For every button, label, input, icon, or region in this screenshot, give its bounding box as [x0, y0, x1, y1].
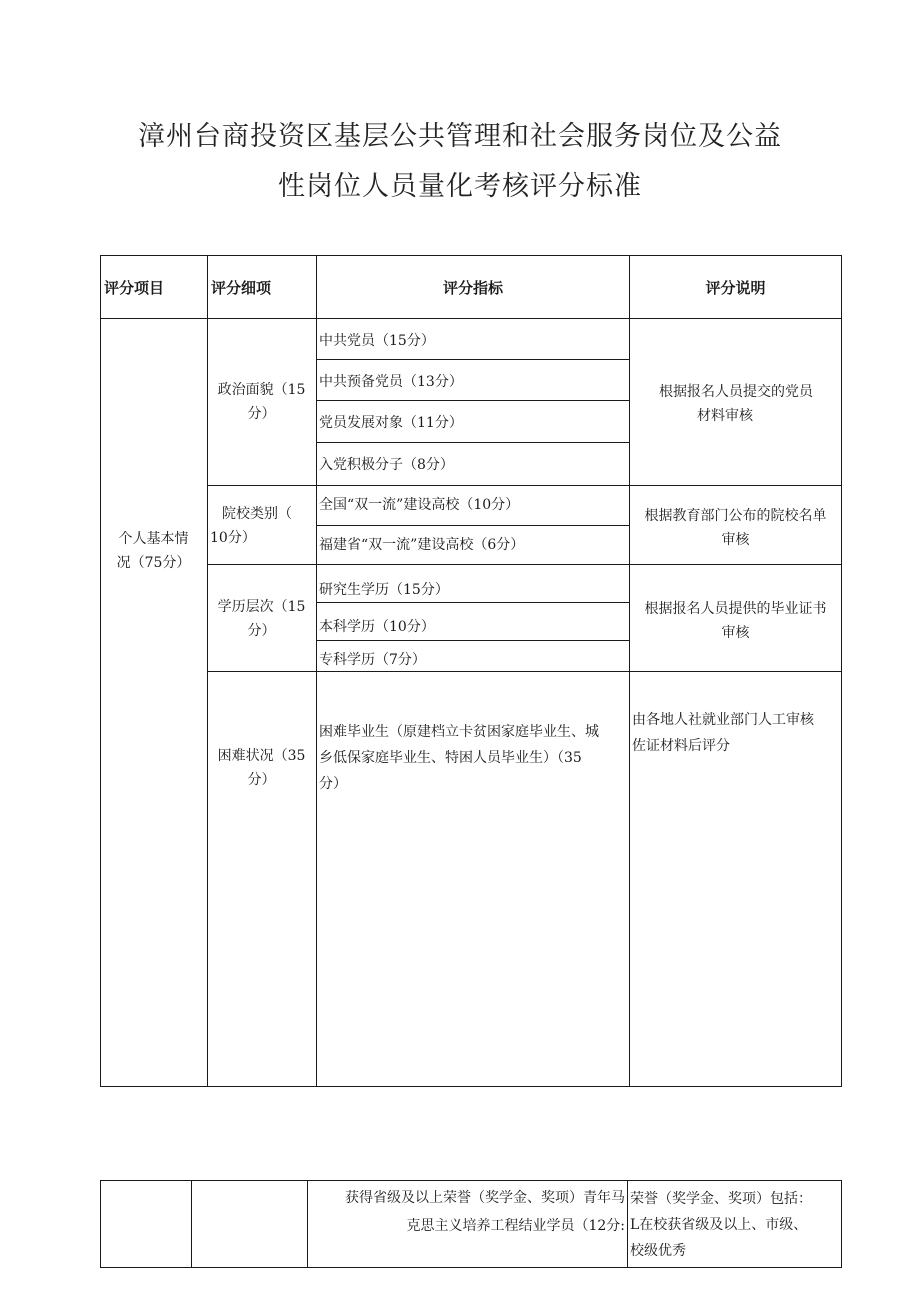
- table-border-left: [100, 255, 101, 1087]
- group-divider: [207, 485, 842, 486]
- table-border-bottom: [100, 1086, 842, 1087]
- explanation-line: 根据报名人员提交的党员: [659, 384, 813, 400]
- indicator-honors: [308, 1184, 627, 1240]
- explanation-political-status: [629, 380, 842, 428]
- detail-hardship: [207, 744, 316, 792]
- explanation-school-type: [629, 504, 842, 552]
- row-divider: [316, 525, 630, 526]
- detail-line: 10分）: [210, 530, 256, 546]
- indicator-item: 全国“双一流”建设高校（10分）: [319, 497, 520, 513]
- header-explanation: 评分说明: [705, 279, 766, 297]
- group-divider: [207, 564, 842, 565]
- column-divider: [191, 1180, 192, 1268]
- explanation-hardship: [632, 707, 842, 759]
- indicator-hardship: [319, 719, 629, 797]
- indicator-line: 分）: [319, 776, 347, 792]
- explanation-education-level: [629, 597, 842, 645]
- page-title-line-1: 漳州台商投资区基层公共管理和社会服务岗位及公益: [138, 121, 782, 152]
- table-border-top: [100, 1180, 842, 1181]
- indicator-item: 党员发展对象（11分）: [319, 415, 463, 431]
- explanation-honors: [630, 1186, 841, 1264]
- page-title-line-2: 性岗位人员量化考核评分标准: [278, 171, 642, 202]
- explanation-line: 由各地人社就业部门人工审核: [632, 712, 814, 728]
- indicator-line: 克思主义培养工程结业学员（12分:: [406, 1218, 625, 1234]
- detail-line: 院校类别（: [222, 506, 292, 522]
- row-divider: [316, 640, 630, 641]
- indicator-item: 研究生学历（15分）: [319, 582, 449, 598]
- header-indicator: 评分指标: [442, 279, 503, 297]
- group-divider: [207, 671, 842, 672]
- explanation-line: 校级优秀: [630, 1243, 686, 1259]
- detail-line: 政治面貌（15: [217, 382, 306, 398]
- detail-line: 学历层次（15: [217, 599, 306, 615]
- row-divider: [316, 442, 630, 443]
- detail-line: 分）: [247, 406, 276, 422]
- explanation-line: 审核: [721, 625, 750, 641]
- explanation-line: 审核: [721, 532, 750, 548]
- indicator-line: 乡低保家庭毕业生、特困人员毕业生）（35: [319, 750, 582, 766]
- section-name-line: 况（75分）: [116, 555, 191, 571]
- explanation-line: 材料审核: [697, 408, 753, 424]
- detail-political-status: [207, 378, 316, 426]
- column-divider: [627, 1180, 628, 1268]
- header-detail: 评分细项: [211, 279, 272, 297]
- table-border-bottom: [100, 1267, 842, 1268]
- explanation-line: 根据报名人员提供的毕业证书: [644, 601, 827, 617]
- header-item: 评分项目: [104, 279, 165, 297]
- table-border-top: [100, 255, 842, 256]
- row-divider: [316, 602, 630, 603]
- indicator-line: 困难毕业生（原建档立卡贫困家庭毕业生、城: [319, 724, 599, 740]
- row-divider: [316, 359, 630, 360]
- table-border-left: [100, 1180, 101, 1268]
- detail-education-level: [207, 595, 316, 643]
- table-border-right: [841, 1180, 842, 1268]
- header-divider: [100, 318, 842, 319]
- indicator-item: 本科学历（10分）: [319, 619, 435, 635]
- explanation-line: 佐证材料后评分: [632, 738, 730, 754]
- detail-line: 困难状况（35: [217, 748, 306, 764]
- section-name: [100, 527, 207, 575]
- row-divider: [316, 400, 630, 401]
- section-name-line: 个人基本情: [118, 531, 189, 547]
- detail-line: 分）: [247, 772, 276, 788]
- indicator-item: 福建省“双一流”建设高校（6分）: [319, 537, 525, 553]
- explanation-line: 根据教育部门公布的院校名单: [644, 508, 827, 524]
- indicator-item: 中共党员（15分）: [319, 333, 435, 349]
- explanation-line: L在校获省级及以上、市级、: [630, 1217, 808, 1233]
- indicator-line: 获得省级及以上荣誉（奖学金、奖项）青年马: [345, 1190, 625, 1206]
- indicator-item: 专科学历（7分）: [319, 652, 426, 668]
- indicator-item: 入党积极分子（8分）: [319, 457, 454, 473]
- explanation-line: 荣誉（奖学金、奖项）包括：: [630, 1191, 812, 1207]
- indicator-item: 中共预备党员（13分）: [319, 374, 463, 390]
- detail-school-type: [210, 502, 316, 550]
- detail-line: 分）: [247, 623, 276, 639]
